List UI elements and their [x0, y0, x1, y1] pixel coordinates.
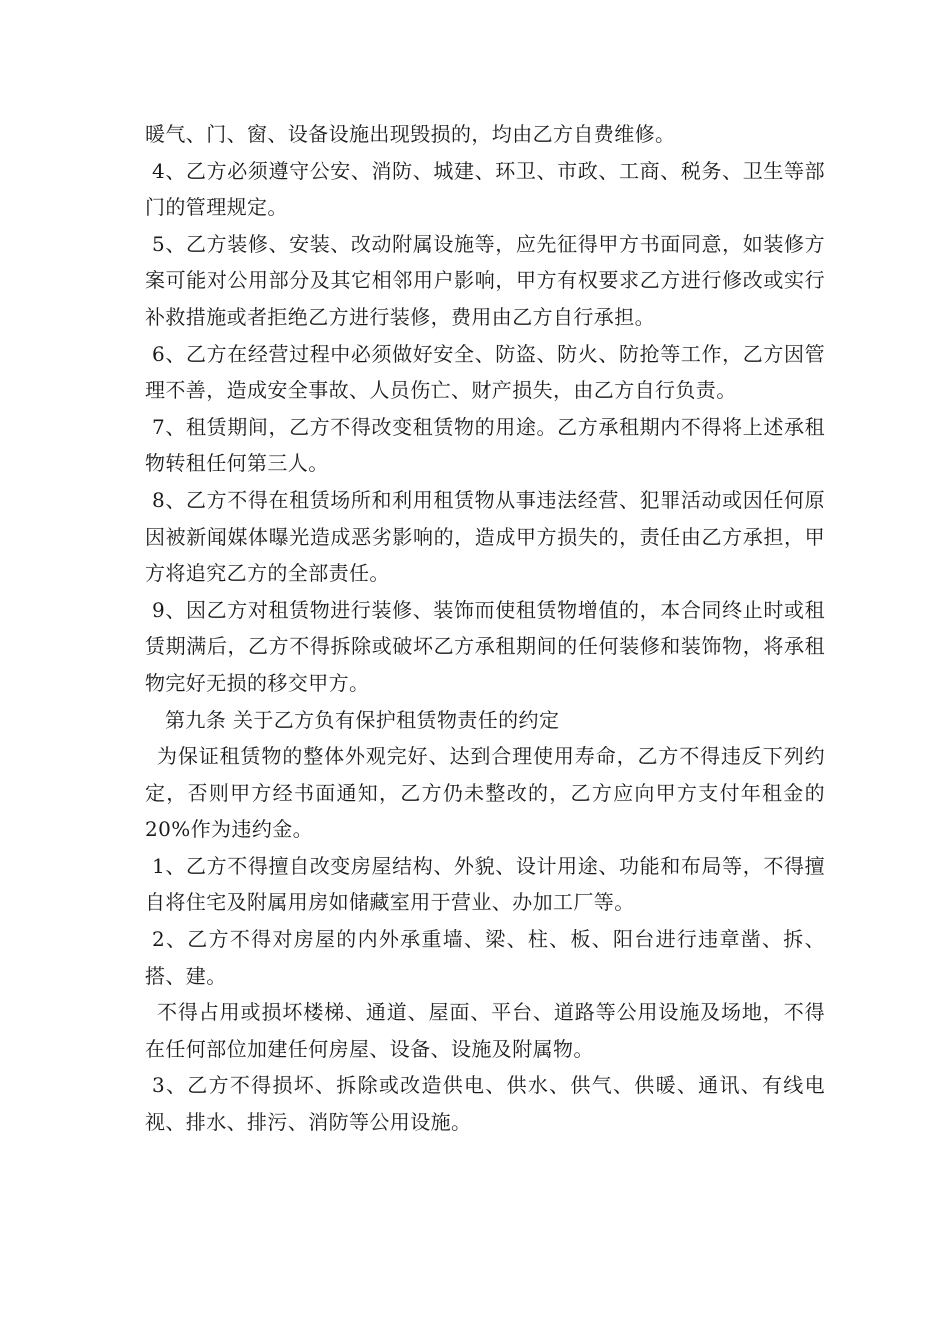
clause-item-6: 6、乙方在经营过程中必须做好安全、防盗、防火、防抢等工作，乙方因管理不善，造成安全事故、人员伤亡、财产损失，由乙方自行负责。 — [145, 341, 825, 403]
article-item-3: 3、乙方不得损坏、拆除或改造供电、供水、供气、供暖、通讯、有线电视、排水、排污、消防等公用设施。 — [145, 1073, 825, 1135]
clause-item-7: 7、租赁期间，乙方不得改变租赁物的用途。乙方承租期内不得将上述承租物转租任何第三人。 — [145, 414, 825, 476]
clause-item-5: 5、乙方装修、安装、改动附属设施等，应先征得甲方书面同意，如装修方案可能对公用部分及其它相邻用户影响，甲方有权要求乙方进行修改或实行补救措施或者拒绝乙方进行装修，费用由乙方自行承担。 — [145, 231, 825, 329]
clause-item-9: 9、因乙方对租赁物进行装修、装饰而使租赁物增值的，本合同终止时或租赁期满后，乙方不得拆除或破坏乙方承租期间的任何装修和装饰物，将承租物完好无损的移交甲方。 — [145, 597, 825, 695]
clause-item-4: 4、乙方必须遵守公安、消防、城建、环卫、市政、工商、税务、卫生等部门的管理规定。 — [145, 158, 825, 220]
clause-item-8: 8、乙方不得在租赁场所和利用租赁物从事违法经营、犯罪活动或因任何原因被新闻媒体曝光造成恶劣影响的，造成甲方损失的，责任由乙方承担，甲方将追究乙方的全部责任。 — [145, 487, 825, 586]
article-item-2: 2、乙方不得对房屋的内外承重墙、梁、柱、板、阳台进行违章凿、拆、搭、建。 — [145, 927, 825, 988]
article-heading: 第九条 关于乙方负有保护租赁物责任的约定 — [165, 707, 560, 732]
paragraph-continuation: 暖气、门、窗、设备设施出现毁损的，均由乙方自费维修。 — [145, 122, 676, 146]
document-body — [145, 116, 825, 1141]
article-item-2-continued: 不得占用或损坏楼梯、通道、屋面、平台、道路等公用设施及场地，不得在任何部位加建任何房屋、设备、设施及附属物。 — [145, 1000, 825, 1061]
article-intro: 为保证租赁物的整体外观完好、达到合理使用寿命，乙方不得违反下列约定，否则甲方经书面通知，乙方仍未整改的，乙方应向甲方支付年租金的20%作为违约金。 — [145, 744, 825, 842]
article-item-1: 1、乙方不得擅自改变房屋结构、外貌、设计用途、功能和布局等，不得擅自将住宅及附属用房如储藏室用于营业、办加工厂等。 — [145, 853, 825, 915]
